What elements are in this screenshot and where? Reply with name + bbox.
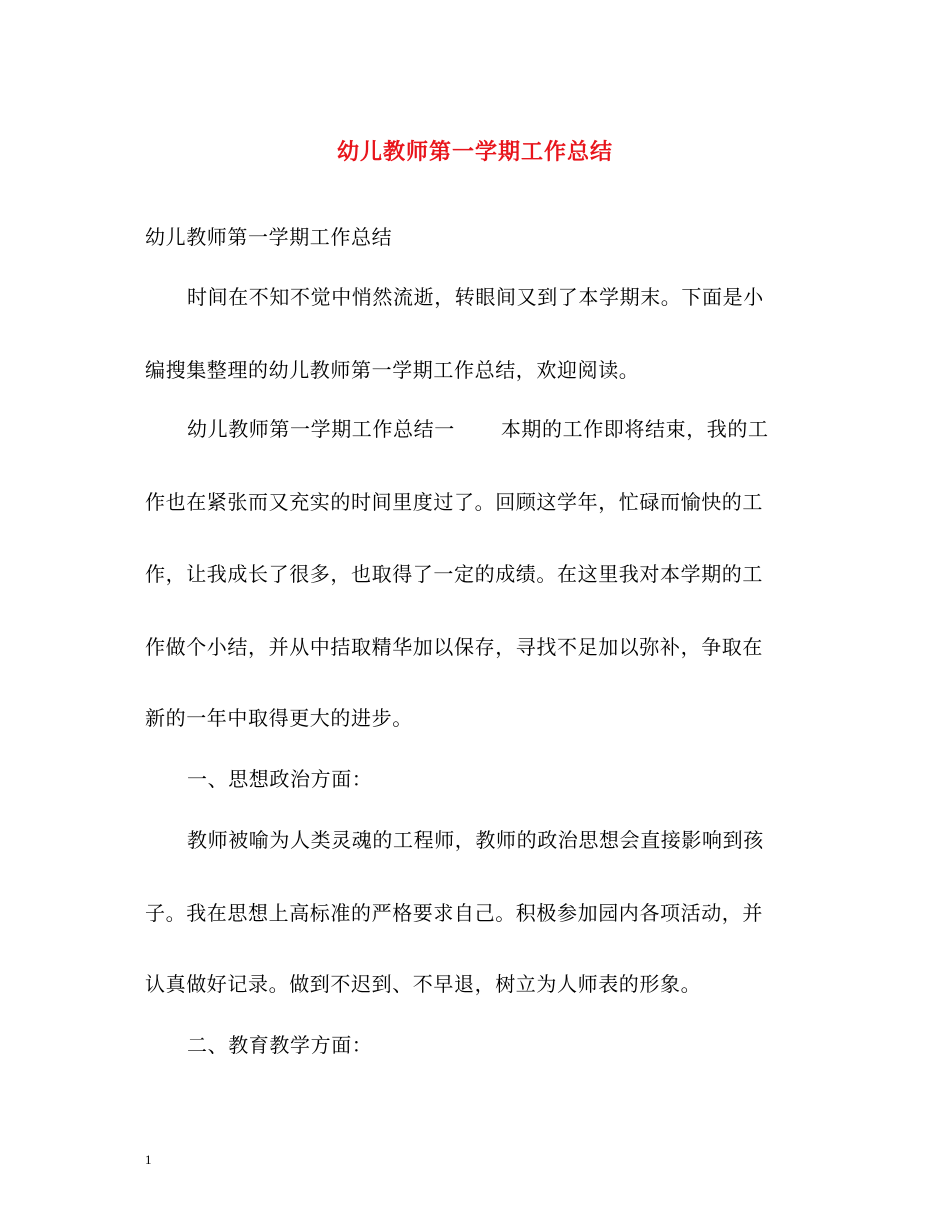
- summary-heading: 幼儿教师第一学期工作总结一: [187, 417, 455, 441]
- paragraph-line: 时间在不知不觉中悄然流逝，转眼间又到了本学期末。下面是小: [187, 285, 764, 309]
- paragraph-line: 编搜集整理的幼儿教师第一学期工作总结，欢迎阅读。: [145, 358, 640, 382]
- document-title: 幼儿教师第一学期工作总结: [336, 139, 613, 165]
- document-subtitle: 幼儿教师第一学期工作总结: [145, 225, 393, 249]
- paragraph-line: 子。我在思想上高标准的严格要求自己。积极参加园内各项活动，并: [145, 901, 763, 925]
- paragraph-line: 作也在紧张而又充实的时间里度过了。回顾这学年，忙碌而愉快的工: [145, 490, 763, 514]
- section-heading: 二、教育教学方面：: [187, 1033, 373, 1057]
- summary-first-line: [187, 414, 847, 444]
- paragraph-line: 认真做好记录。做到不迟到、不早退，树立为人师表的形象。: [145, 972, 702, 996]
- paragraph-line: 教师被喻为人类灵魂的工程师，教师的政治思想会直接影响到孩: [187, 828, 764, 852]
- section-heading: 一、思想政治方面：: [187, 767, 373, 791]
- paragraph-line: 新的一年中取得更大的进步。: [145, 706, 413, 730]
- summary-text: 本期的工作即将结束，我的工: [500, 417, 769, 441]
- paragraph-line: 作，让我成长了很多，也取得了一定的成绩。在这里我对本学期的工: [145, 562, 763, 586]
- page-number: 1: [145, 1152, 152, 1167]
- paragraph-line: 作做个小结，并从中拮取精华加以保存，寻找不足加以弥补，争取在: [145, 635, 763, 659]
